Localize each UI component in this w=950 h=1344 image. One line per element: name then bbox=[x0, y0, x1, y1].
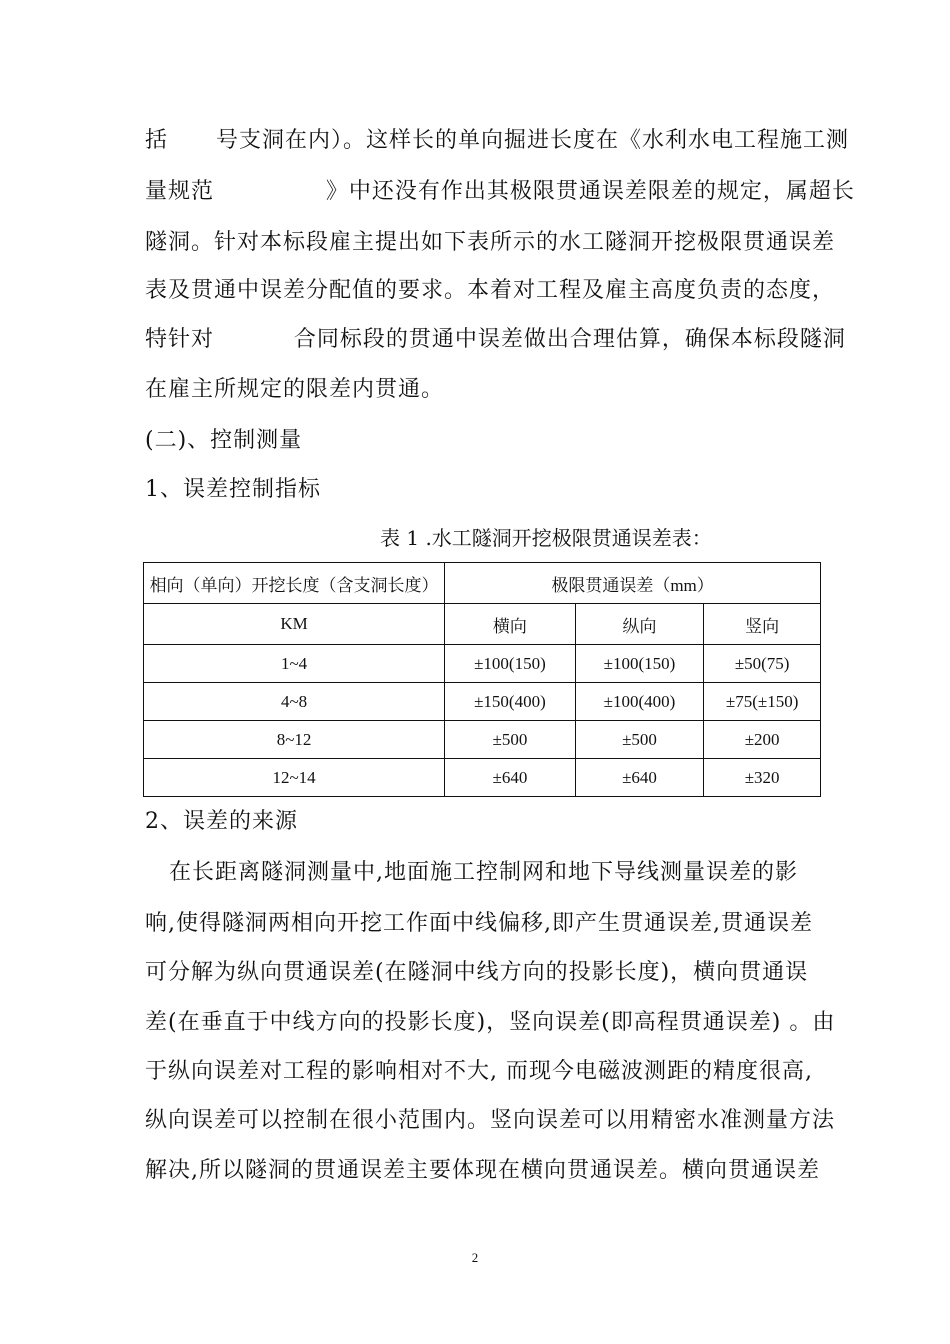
table-caption: 表 1 .水工隧洞开挖极限贯通误差表： bbox=[380, 526, 712, 550]
header-unit: KM bbox=[144, 604, 445, 645]
text-line: 在长距离隧洞测量中,地面施工控制网和地下导线测量误差的影 bbox=[145, 860, 798, 885]
header-vertical: 竖向 bbox=[704, 604, 821, 645]
error-limit-table bbox=[143, 562, 821, 797]
section-heading: (二)、控制测量 bbox=[145, 428, 303, 453]
table-cell: ±75(±150) bbox=[704, 683, 821, 721]
table-cell: ±500 bbox=[445, 721, 576, 759]
text-line: 特针对 合同标段的贯通中误差做出合理估算，确保本标段隧洞 bbox=[145, 327, 846, 352]
text-line: 在雇主所规定的限差内贯通。 bbox=[145, 377, 445, 402]
table-cell: ±320 bbox=[704, 759, 821, 797]
header-longitudinal: 纵向 bbox=[575, 604, 704, 645]
subheading-error-control: 1、误差控制指标 bbox=[145, 477, 321, 502]
text-line: 差(在垂直于中线方向的投影长度)，竖向误差(即高程贯通误差) 。由 bbox=[145, 1010, 836, 1035]
table-cell: 1~4 bbox=[144, 645, 445, 683]
text-line: 量规范 》中还没有作出其极限贯通误差限差的规定，属超长 bbox=[145, 179, 855, 204]
table-row bbox=[144, 683, 821, 721]
table-cell: 12~14 bbox=[144, 759, 445, 797]
table-cell: 8~12 bbox=[144, 721, 445, 759]
header-limit-error: 极限贯通误差（mm） bbox=[445, 563, 821, 604]
table-cell: ±200 bbox=[704, 721, 821, 759]
text-line: 可分解为纵向贯通误差(在隧洞中线方向的投影长度)，横向贯通误 bbox=[145, 960, 809, 985]
table-cell: ±640 bbox=[445, 759, 576, 797]
table-cell: 4~8 bbox=[144, 683, 445, 721]
text-line: 括 号支洞在内）。这样长的单向掘进长度在《水利水电工程施工测 bbox=[145, 128, 849, 153]
header-horizontal: 横向 bbox=[445, 604, 576, 645]
text-line: 于纵向误差对工程的影响相对不大, 而现今电磁波测距的精度很高, bbox=[145, 1059, 813, 1084]
table-cell: ±100(150) bbox=[575, 645, 704, 683]
table-row bbox=[144, 645, 821, 683]
text-line: 表及贯通中误差分配值的要求。本着对工程及雇主高度负责的态度， bbox=[145, 278, 836, 303]
table-row bbox=[144, 759, 821, 797]
table-cell: ±100(400) bbox=[575, 683, 704, 721]
table-cell: ±100(150) bbox=[445, 645, 576, 683]
table-cell: ±150(400) bbox=[445, 683, 576, 721]
table-cell: ±50(75) bbox=[704, 645, 821, 683]
subheading-error-source: 2、误差的来源 bbox=[145, 809, 298, 834]
text-line: 纵向误差可以控制在很小范围内。竖向误差可以用精密水准测量方法 bbox=[145, 1108, 836, 1133]
text-line: 响,使得隧洞两相向开挖工作面中线偏移,即产生贯通误差,贯通误差 bbox=[145, 911, 813, 936]
table-header-row bbox=[144, 563, 821, 604]
text-line: 解决,所以隧洞的贯通误差主要体现在横向贯通误差。横向贯通误差 bbox=[145, 1158, 820, 1183]
table-header-row bbox=[144, 604, 821, 645]
page-number: 2 bbox=[471, 1250, 479, 1265]
table-row bbox=[144, 721, 821, 759]
text-line: 隧洞。针对本标段雇主提出如下表所示的水工隧洞开挖极限贯通误差 bbox=[145, 230, 836, 255]
header-length: 相向（单向）开挖长度（含支洞长度） bbox=[144, 563, 445, 604]
table-cell: ±500 bbox=[575, 721, 704, 759]
table-cell: ±640 bbox=[575, 759, 704, 797]
